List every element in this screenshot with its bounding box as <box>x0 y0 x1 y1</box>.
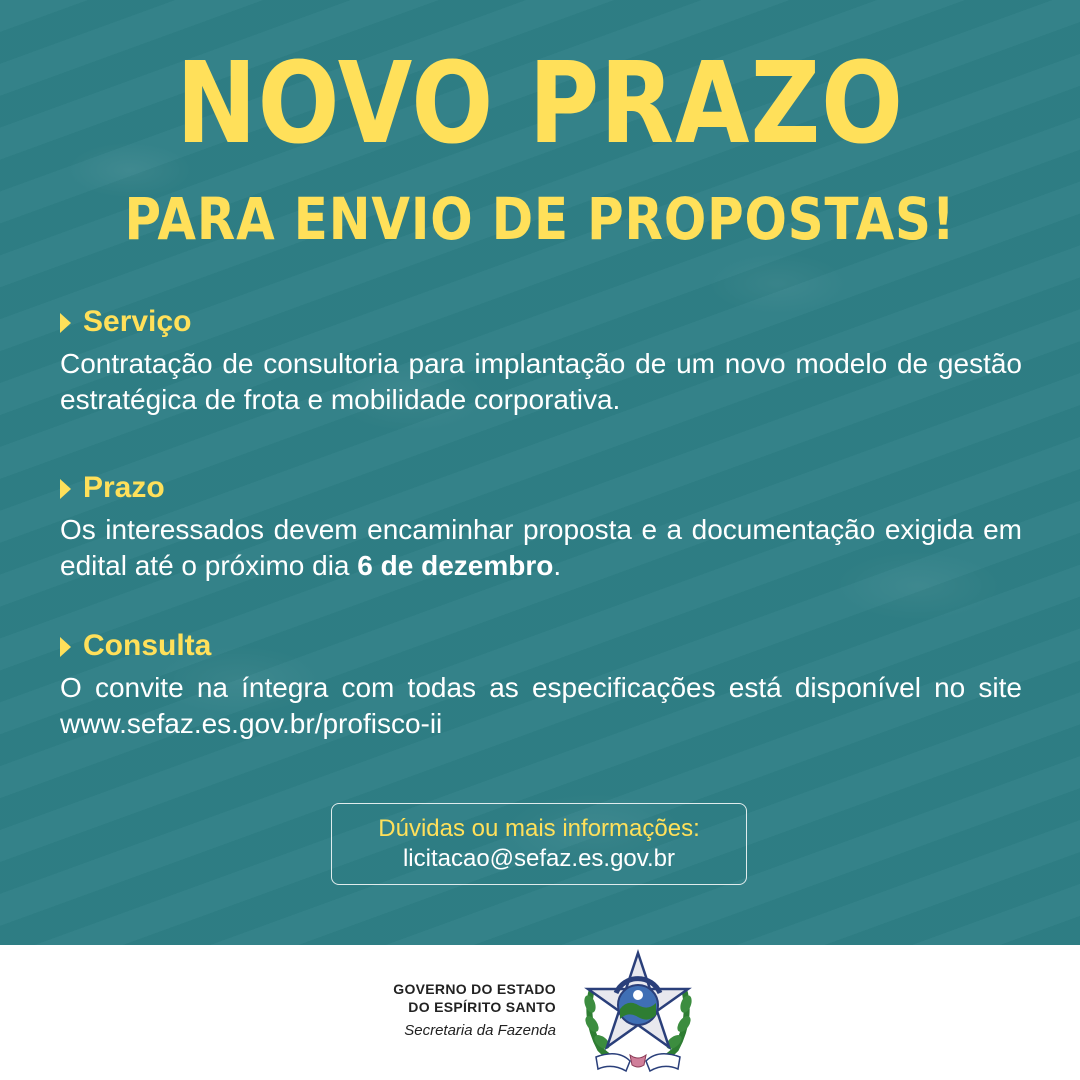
section-servico <box>60 304 1022 418</box>
headline-title: NOVO PRAZO <box>176 39 904 169</box>
section-heading-label: Serviço <box>83 305 192 338</box>
section-heading-label: Consulta <box>83 629 212 662</box>
chevron-right-icon <box>60 637 71 657</box>
section-heading <box>60 470 1022 506</box>
state-coat-of-arms-icon <box>578 949 698 1075</box>
section-heading <box>60 304 1022 340</box>
section-prazo <box>60 470 1022 584</box>
section-body: Contratação de consultoria para implantação de um novo modelo de gestão estratégica de frota e mobilidade corporativa. <box>60 348 1022 415</box>
section-heading-label: Prazo <box>83 471 165 504</box>
section-heading <box>60 628 1022 664</box>
section-consulta <box>60 628 1022 742</box>
body-text-end: . <box>553 550 562 581</box>
contact-label: Dúvidas ou mais informações: <box>378 815 700 842</box>
footer <box>0 945 1080 1080</box>
secretaria-name: Secretaria da Fazenda <box>404 1022 556 1039</box>
deadline-date: 6 de dezembro <box>357 550 554 581</box>
contact-email: licitacao@sefaz.es.gov.br <box>402 845 676 872</box>
contact-box <box>331 803 747 885</box>
headline-subtitle: PARA ENVIO DE PROPOSTAS! <box>124 185 956 253</box>
government-name-line-2: DO ESPÍRITO SANTO <box>408 999 556 1015</box>
section-body: O convite na íntegra com todas as especificações está disponível no site www.sefaz.es.gov.br/profisco-ii <box>60 672 1022 739</box>
government-name-line-1: GOVERNO DO ESTADO <box>393 981 556 997</box>
section-body <box>60 512 1022 584</box>
chevron-right-icon <box>60 479 71 499</box>
footer-text <box>393 980 556 1042</box>
body-text: Os interessados devem encaminhar proposta e a documentação exigida em edital até o próximo dia <box>60 514 1022 581</box>
chevron-right-icon <box>60 313 71 333</box>
